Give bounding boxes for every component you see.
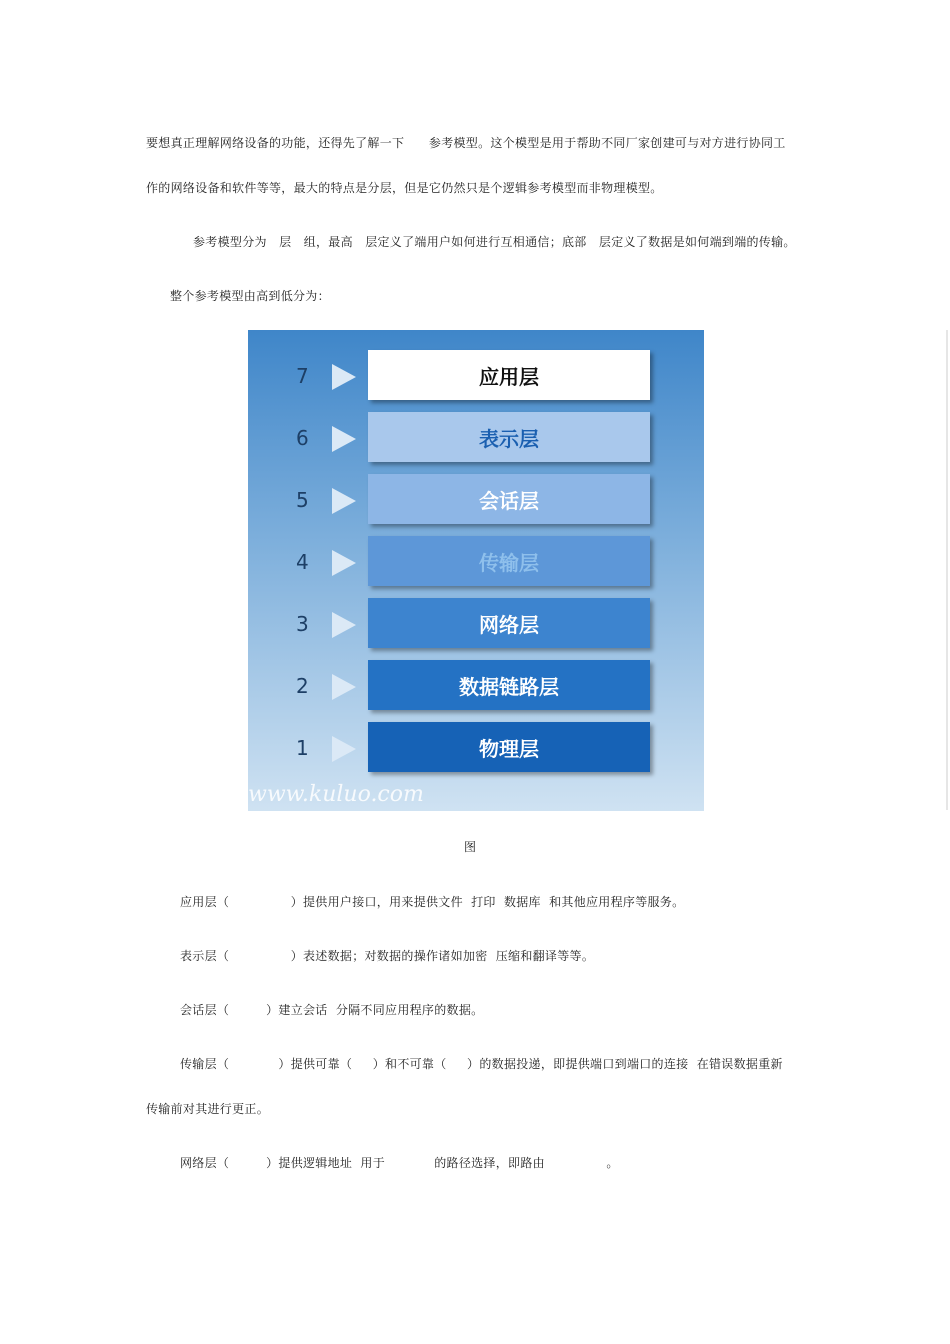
layer-row-1 bbox=[248, 722, 704, 774]
figure-caption: 图 bbox=[464, 840, 477, 854]
desc-transport-layer-line2: 传输前对其进行更正。 bbox=[146, 1102, 270, 1116]
play-arrow-icon bbox=[332, 612, 356, 638]
layer-number: 7 bbox=[296, 364, 309, 388]
desc-session-layer: 会话层（ ）建立会话 分隔不同应用程序的数据。 bbox=[180, 1003, 484, 1017]
layer-row-4 bbox=[248, 536, 704, 588]
play-arrow-icon bbox=[332, 674, 356, 700]
intro-paragraph-line4: 整个参考模型由高到低分为： bbox=[170, 289, 330, 303]
page-edge-divider bbox=[946, 330, 948, 810]
intro-paragraph-line1: 要想真正理解网络设备的功能，还得先了解一下 参考模型。这个模型是用于帮助不同厂家创建可与对方进行协同工 bbox=[146, 136, 786, 150]
desc-application-layer: 应用层（ ）提供用户接口，用来提供文件 打印 数据库 和其他应用程序等服务。 bbox=[180, 895, 685, 909]
desc-presentation-layer: 表示层（ ）表述数据；对数据的操作诸如加密 压缩和翻译等等。 bbox=[180, 949, 595, 963]
osi-model-figure bbox=[248, 330, 704, 811]
layer-number: 1 bbox=[296, 736, 309, 760]
layer-number: 6 bbox=[296, 426, 309, 450]
layer-row-7 bbox=[248, 350, 704, 402]
play-arrow-icon bbox=[332, 550, 356, 576]
play-arrow-icon bbox=[332, 364, 356, 390]
intro-paragraph-line2: 作的网络设备和软件等等，最大的特点是分层，但是它仍然只是个逻辑参考模型而非物理模型。 bbox=[146, 181, 663, 195]
desc-network-layer: 网络层（ ）提供逻辑地址 用于 的路径选择，即路由 。 bbox=[180, 1156, 619, 1170]
layer-row-5 bbox=[248, 474, 704, 526]
play-arrow-icon bbox=[332, 426, 356, 452]
layer-bar: 网络层 bbox=[368, 598, 650, 648]
layer-bar: 会话层 bbox=[368, 474, 650, 524]
layer-bar: 传输层 bbox=[368, 536, 650, 586]
layer-bar: 物理层 bbox=[368, 722, 650, 772]
desc-transport-layer-line1: 传输层（ ）提供可靠（ ）和不可靠（ ）的数据投递，即提供端口到端口的连接 在错误数据重新 bbox=[180, 1057, 783, 1071]
layer-bar: 数据链路层 bbox=[368, 660, 650, 710]
layer-number: 5 bbox=[296, 488, 309, 512]
play-arrow-icon bbox=[332, 488, 356, 514]
watermark-text: www.kuluo.com bbox=[248, 782, 424, 807]
layer-row-2 bbox=[248, 660, 704, 712]
layer-row-6 bbox=[248, 412, 704, 464]
layer-number: 3 bbox=[296, 612, 309, 636]
intro-paragraph-line3: 参考模型分为 层 组，最高 层定义了端用户如何进行互相通信；底部 层定义了数据是如何端到端的传输。 bbox=[193, 235, 796, 249]
layer-row-3 bbox=[248, 598, 704, 650]
layer-number: 4 bbox=[296, 550, 309, 574]
layer-bar: 表示层 bbox=[368, 412, 650, 462]
play-arrow-icon bbox=[332, 736, 356, 762]
layer-number: 2 bbox=[296, 674, 309, 698]
layer-bar: 应用层 bbox=[368, 350, 650, 400]
